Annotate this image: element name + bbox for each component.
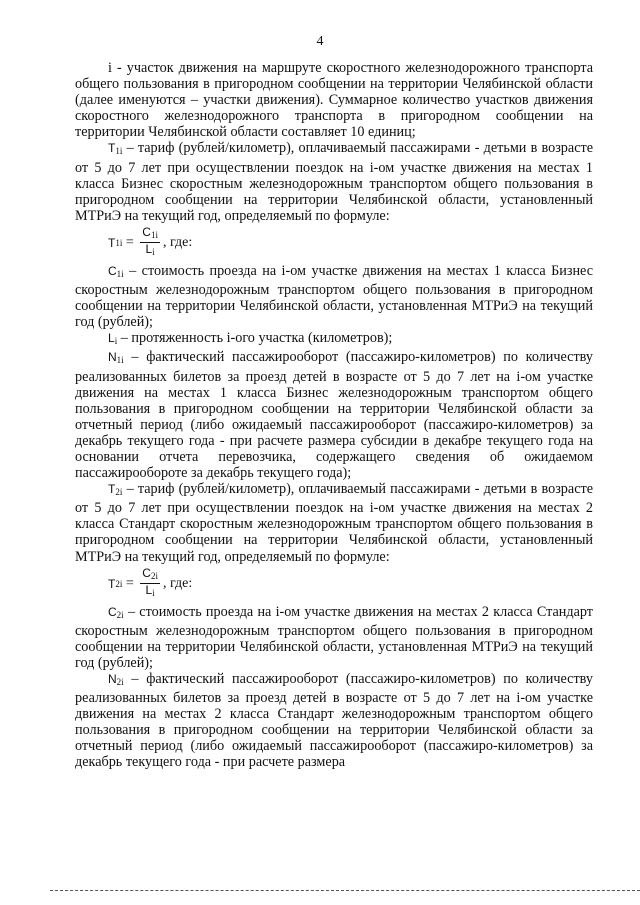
formula-tail: , где: xyxy=(162,234,193,250)
formula-fraction xyxy=(140,567,160,600)
symbol-c: C xyxy=(108,263,117,278)
formula-tariff-class1 xyxy=(108,226,593,260)
definition-text: – фактический пассажирооборот (пассажиро-километров) по количеству реализованных билетов за проезд детей в возрасте от 5 до 7 лет на i-ом участке движения на местах 1 класса Бизнес железнодорожным транспортом общего пользования в пригородном сообщении на территории Челябинской области за отчетный период (либо ожидаемый пассажирооборот (пассажиро-километров) за декабрь текущего года - при расчете размера субсидии в декабре текущего года на основании отчета перевозчика, содержащего сведения об ожидаемом пассажирообороте за декабрь текущего года); xyxy=(75,349,593,482)
fraction-numerator: $C_{1i}$ xyxy=(140,226,160,243)
symbol-l: L xyxy=(108,331,115,346)
symbol-subscript: 1i xyxy=(115,146,123,157)
fraction-numerator: $C_{2i}$ xyxy=(140,567,160,584)
symbol-t: T xyxy=(108,141,116,156)
symbol-t: T xyxy=(108,482,116,497)
formula-lhs-subscript: 1i xyxy=(115,237,123,248)
paragraph-cost-class1 xyxy=(75,263,593,330)
definition-text: – тариф (рублей/километр), оплачиваемый пассажирами - детьми в возрасте от 5 до 7 лет при осуществлении поездок на i-ом участке движения на местах 2 класса Стандарт скоростным железнодорожным транспортом общего пользования в пригородном сообщении на территории Челябинской области, установленный МТРиЭ на текущий год, определяемый по формуле: xyxy=(75,481,593,565)
formula-lhs: T xyxy=(108,576,116,591)
paragraph-length xyxy=(75,330,593,349)
page-bottom-divider xyxy=(50,890,640,891)
equals-sign: = xyxy=(122,234,138,250)
symbol-n: N xyxy=(108,672,117,686)
paragraph-cost-class2 xyxy=(75,604,593,671)
symbol-subscript: i xyxy=(114,336,118,347)
equals-sign: = xyxy=(122,575,138,591)
document-body xyxy=(75,60,593,771)
formula-lhs-subscript: 2i xyxy=(115,578,123,589)
symbol-subscript: 2i xyxy=(116,609,124,620)
symbol-n: N xyxy=(108,350,117,365)
definition-text: – тариф (рублей/километр), оплачиваемый пассажирами - детьми в возрасте от 5 до 7 лет при осуществлении поездок на i-ом участке движения на местах 1 класса Бизнес скоростным железнодорожным транспортом общего пользования в пригородном сообщении на территории Челябинской области, установленный МТРиЭ на текущий год, определяемый по формуле: xyxy=(75,140,593,224)
paragraph-tariff-class1 xyxy=(75,140,593,223)
symbol-subscript: 1i xyxy=(116,355,124,366)
formula-fraction xyxy=(140,226,160,259)
paragraph-tariff-class2 xyxy=(75,481,593,564)
symbol-subscript: 2i xyxy=(115,487,123,498)
formula-lhs: T xyxy=(108,235,116,250)
definition-text: – протяженность i-ого участка (километров); xyxy=(117,330,393,347)
formula-tariff-class2 xyxy=(108,567,593,601)
paragraph-section-definition: i - участок движения на маршруте скоростного железнодорожного транспорта общего пользования в пригородном сообщении на территории Челябинской области (далее именуются – участки движения). Суммарное количество участков движения скоростного железнодорожного транспорта в пригородном сообщении на территории Челябинской области составляет 10 единиц; xyxy=(75,60,593,141)
fraction-denominator: $L_i$ xyxy=(145,242,155,258)
definition-text: – фактический пассажирооборот (пассажиро-километров) по количеству реализованных билетов за проезд детей в возрасте от 5 до 7 лет на i-ом участке движения на местах 2 класса Стандарт железнодорожным транспортом общего пользования в пригородном сообщении на территории Челябинской области за отчетный период (либо ожидаемый пассажирооборот (пассажиро-километров) за декабрь текущего года - при расчете размера xyxy=(75,671,593,771)
formula-tail: , где: xyxy=(162,575,193,591)
paragraph-turnover-class2 xyxy=(75,671,593,771)
symbol-c: C xyxy=(108,604,117,619)
page-number: 4 xyxy=(316,34,324,49)
definition-text: – стоимость проезда на i-ом участке движения на местах 1 класса Бизнес скоростным железнодорожным транспортом общего пользования в пригородном сообщении на территории Челябинской области, установленная МТРиЭ на текущий год (рублей); xyxy=(75,262,593,331)
paragraph-turnover-class1 xyxy=(75,349,593,481)
fraction-denominator: $L_i$ xyxy=(145,583,155,599)
symbol-subscript: 1i xyxy=(116,268,124,279)
symbol-subscript: 2i xyxy=(116,677,124,687)
definition-text: – стоимость проезда на i-ом участке движения на местах 2 класса Стандарт скоростным железнодорожным транспортом общего пользования в пригородном сообщении на территории Челябинской области, установленная МТРиЭ на текущий год (рублей); xyxy=(75,603,593,671)
